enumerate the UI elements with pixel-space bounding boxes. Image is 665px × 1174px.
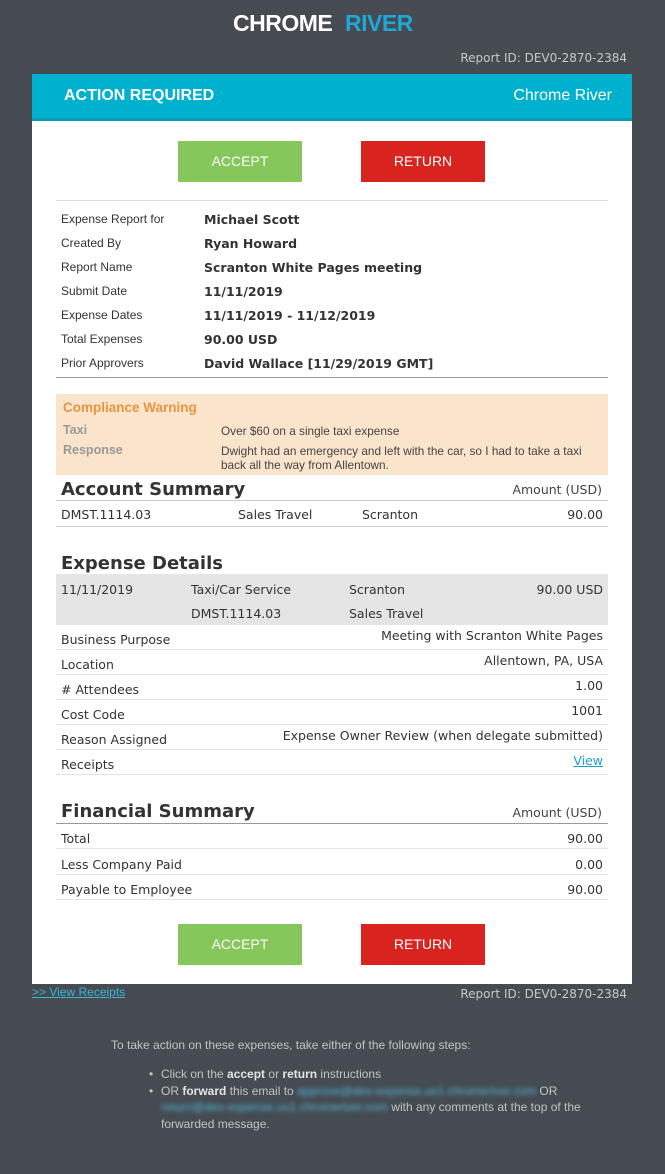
detail-label: # Attendees [61,682,140,697]
expense-details-title: Expense Details [61,553,223,574]
svg-text:CHROME: CHROME [232,10,332,36]
detail-row-location [56,650,608,675]
detail-label: Location [61,657,114,672]
footer-step-2 [161,1083,581,1133]
compliance-warning-title: Compliance Warning [63,400,197,415]
detail-row-receipts [56,750,608,775]
expense-type: Taxi/Car Service [191,582,292,597]
detail-row-reason-assigned [56,725,608,750]
step-text: instructions [317,1067,382,1081]
financial-value: 90.00 [567,831,603,846]
expense-location: Scranton [349,582,405,597]
detail-label: Receipts [61,757,115,772]
expense-date: 11/11/2019 [61,582,134,597]
meta-value: Scranton White Pages meeting [204,259,423,275]
financial-value: 0.00 [575,857,603,872]
step-accept-word: accept [227,1067,266,1081]
meta-label: Expense Dates [61,308,143,322]
approve-email-link[interactable]: approve@dev-expense.us1.chromeriver.com [297,1083,537,1098]
return-button-bottom[interactable]: RETURN [361,924,485,965]
meta-label: Prior Approvers [61,356,144,370]
financial-label: Total [61,831,91,846]
footer-intro: To take action on these expenses, take either of the following steps: [111,1038,471,1052]
step-text: OR [161,1083,183,1098]
divider [56,526,608,527]
meta-row-prior-approvers [56,351,608,375]
step-text: Click on the [161,1067,228,1081]
detail-value: Meeting with Scranton White Pages [381,628,603,643]
financial-summary-amount-label: Amount (USD) [512,805,602,820]
financial-summary-title: Financial Summary [61,801,255,822]
financial-row-company-paid [56,850,608,875]
meta-row-report-for [56,207,608,231]
footer-steps [111,1066,581,1132]
financial-row-total [56,824,608,849]
meta-label: Submit Date [61,284,128,298]
expense-amount: 90.00 USD [536,582,603,597]
meta-value: 11/11/2019 - 11/12/2019 [204,307,376,323]
report-id-top: Report ID: DEV0-2870-2384 [460,51,627,65]
meta-value: 90.00 USD [204,331,278,347]
approval-card [32,74,632,984]
accept-button-bottom[interactable]: ACCEPT [178,924,302,965]
detail-row-attendees [56,675,608,700]
return-email-link[interactable]: return@dev-expense.us1.chromeriver.com [161,1100,388,1114]
account-summary-amount-label: Amount (USD) [512,482,602,497]
meta-row-submit-date [56,279,608,303]
report-meta [56,200,608,378]
meta-label: Created By [61,236,122,250]
compliance-response-text: Dwight had an emergency and left with the car, so I had to take a taxi back all the way from Allentown. [221,444,582,472]
account-summary-title: Account Summary [61,479,246,500]
compliance-response-label: Response [63,443,123,457]
detail-value: 1.00 [575,678,603,693]
financial-value: 90.00 [567,882,603,897]
compliance-warning [56,394,608,475]
step-text: with any comments at the top of the forwarded message. [161,1100,581,1131]
account-location: Scranton [362,507,418,522]
detail-value: Expense Owner Review (when delegate submitted) [282,728,603,743]
expense-code: DMST.1114.03 [191,606,282,621]
footer-step-1 [161,1066,581,1083]
detail-label: Business Purpose [61,632,171,647]
compliance-taxi-text: Over $60 on a single taxi expense [221,424,400,438]
view-receipts-link[interactable]: >> View Receipts [32,985,126,999]
svg-text:RIVER: RIVER [344,10,413,36]
meta-value: Ryan Howard [204,235,298,251]
view-receipt-link[interactable]: View [573,753,603,768]
meta-row-created-by [56,231,608,255]
step-return-word: return [282,1067,318,1081]
meta-value: David Wallace [11/29/2019 GMT] [204,355,434,371]
action-required-title: ACTION REQUIRED [64,87,215,104]
accept-button-top[interactable]: ACCEPT [178,141,302,182]
report-id-bottom: Report ID: DEV0-2870-2384 [460,987,627,1001]
header-brand: Chrome River [513,87,612,104]
meta-label: Report Name [61,260,133,274]
meta-row-total-expenses [56,327,608,351]
financial-label: Less Company Paid [61,857,182,872]
detail-row-cost-code [56,700,608,725]
logo-icon [233,10,433,36]
financial-row-payable [56,875,608,900]
meta-value: Michael Scott [204,211,300,227]
card-header [32,74,632,121]
compliance-taxi-label: Taxi [63,423,88,437]
detail-label: Reason Assigned [61,732,168,747]
footer-instructions [111,1038,581,1132]
step-text: this email to [226,1083,298,1098]
meta-value: 11/11/2019 [204,283,283,299]
account-amount: 90.00 [567,507,603,522]
detail-value: 1001 [571,703,603,718]
meta-label: Expense Report for [61,212,165,226]
account-code: DMST.1114.03 [61,507,152,522]
account-category: Sales Travel [238,507,313,522]
step-forward-word: forward [182,1083,227,1098]
chrome-river-logo [0,10,665,40]
financial-label: Payable to Employee [61,882,193,897]
detail-label: Cost Code [61,707,125,722]
divider [56,500,608,501]
meta-row-report-name [56,255,608,279]
step-text: OR [536,1083,558,1098]
detail-row-business-purpose [56,625,608,650]
expense-category: Sales Travel [349,606,424,621]
meta-label: Total Expenses [61,332,143,346]
step-text: or [265,1067,283,1081]
expense-line-item[interactable] [56,574,608,625]
return-button-top[interactable]: RETURN [361,141,485,182]
meta-row-expense-dates [56,303,608,327]
detail-value: Allentown, PA, USA [484,653,603,668]
